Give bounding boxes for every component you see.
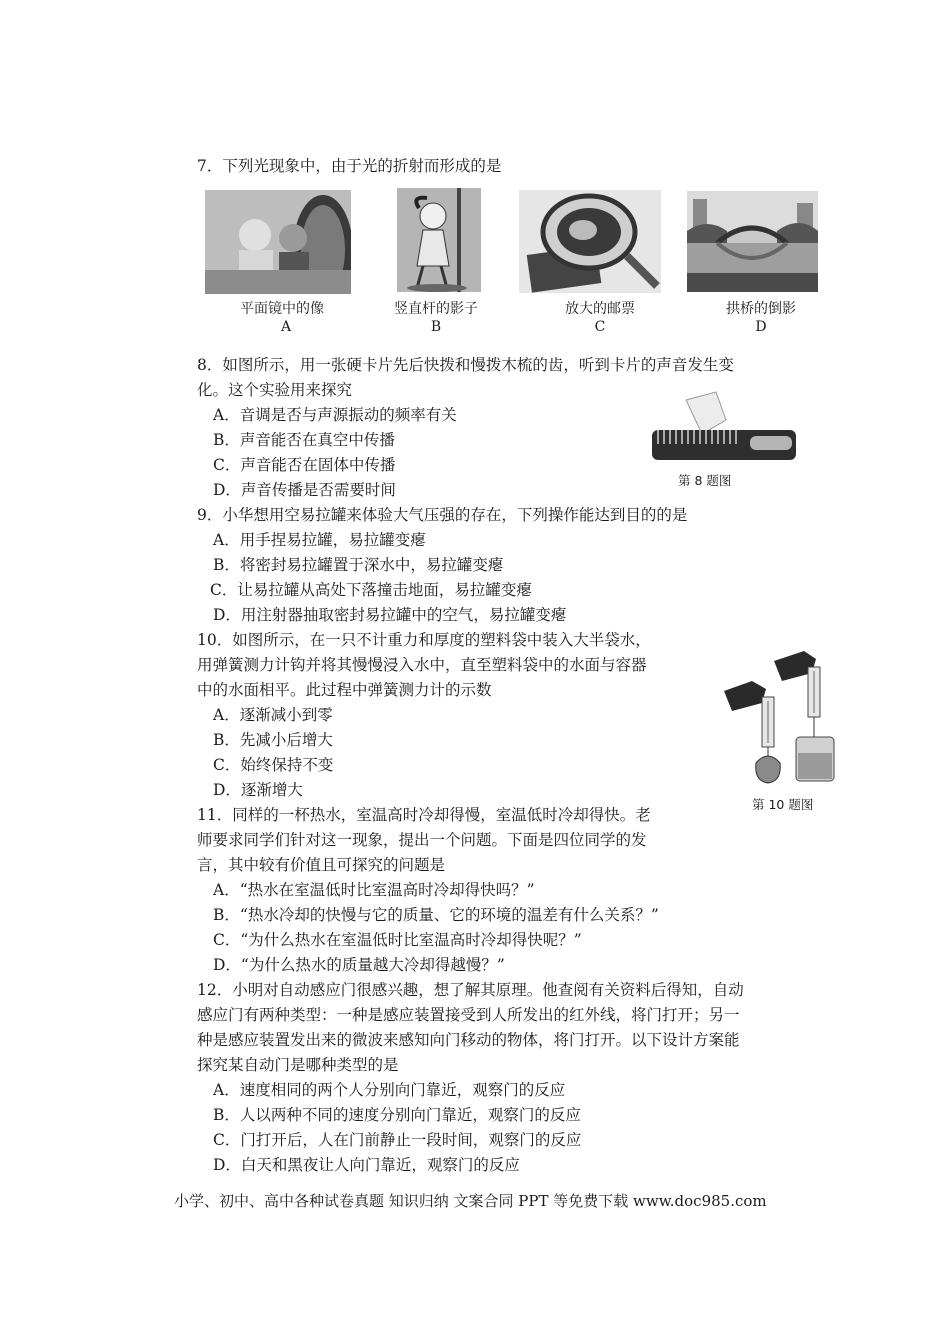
q9-stem: 9．小华想用空易拉罐来体验大气压强的存在，下列操作能达到目的的是 (197, 506, 688, 524)
q8-figure-comb (650, 390, 800, 466)
q11-stem-line3: 言，其中较有价值且可探究的问题是 (197, 856, 446, 874)
q12-option-b: B．人以两种不同的速度分别向门靠近，观察门的反应 (213, 1106, 581, 1124)
q7-image-b-shadow (397, 188, 481, 292)
q12-stem-line4: 探究某自动门是哪种类型的是 (197, 1056, 399, 1074)
q8-option-b: B．声音能否在真空中传播 (213, 431, 395, 449)
q7-caption-c: 放大的邮票 (565, 301, 635, 317)
footer-download-note: 小学、初中、高中各种试卷真题 知识归纳 文案合同 PPT 等免费下载 www.doc985.com (174, 1192, 767, 1210)
q12-stem-line1: 12．小明对自动感应门很感兴趣，想了解其原理。他查阅有关资料后得知，自动 (197, 981, 744, 999)
q12-stem-line2: 感应门有两种类型：一种是感应装置接受到人所发出的红外线，将门打开；另一 (197, 1006, 740, 1024)
q12-option-c: C．门打开后，人在门前静止一段时间，观察门的反应 (213, 1131, 582, 1149)
q10-option-c: C．始终保持不变 (213, 756, 334, 774)
q10-option-d: D．逐渐增大 (213, 781, 303, 799)
q11-option-d: D．“为什么热水的质量越大冷却得越慢？” (213, 956, 505, 974)
q9-option-b: B．将密封易拉罐置于深水中，易拉罐变瘪 (213, 556, 504, 574)
q7-caption-d: 拱桥的倒影 (726, 301, 796, 317)
q11-option-b: B．“热水冷却的快慢与它的质量、它的环境的温差有什么关系？” (213, 906, 659, 924)
q7-image-a-mirror (205, 190, 351, 294)
q10-figure-caption: 第 10 题图 (752, 797, 814, 812)
q7-caption-a: 平面镜中的像 (240, 301, 324, 317)
q10-stem-line1: 10．如图所示，在一只不计重力和厚度的塑料袋中装入大半袋水， (197, 631, 651, 649)
q12-option-a: A．速度相同的两个人分别向门靠近，观察门的反应 (213, 1081, 566, 1099)
q12-stem-line3: 种是感应装置发出来的微波来感知向门移动的物体，将门打开。以下设计方案能 (197, 1031, 740, 1049)
q10-option-a: A．逐渐减小到零 (213, 706, 333, 724)
q7-stem: 7．下列光现象中，由于光的折射而形成的是 (197, 157, 502, 175)
q11-option-a: A．“热水在室温低时比室温高时冷却得快吗？” (213, 881, 535, 899)
q7-letter-c: C (594, 319, 606, 335)
q7-image-d-bridge (687, 191, 818, 292)
q8-option-a: A．音调是否与声源振动的频率有关 (213, 406, 457, 424)
q10-option-b: B．先减小后增大 (213, 731, 333, 749)
q9-option-c: C．让易拉罐从高处下落撞击地面，易拉罐变瘪 (210, 581, 532, 599)
q11-stem-line1: 11．同样的一杯热水，室温高时冷却得慢，室温低时冷却得快。老 (197, 806, 651, 824)
q11-stem-line2: 师要求同学们针对这一现象，提出一个问题。下面是四位同学的发 (197, 831, 647, 849)
q8-stem-line2: 化。这个实验用来探究 (197, 381, 353, 399)
q8-option-d: D．声音传播是否需要时间 (213, 481, 396, 499)
q8-option-c: C．声音能否在固体中传播 (213, 456, 396, 474)
q12-option-d: D．白天和黑夜让人向门靠近，观察门的反应 (213, 1156, 520, 1174)
q7-caption-b: 竖直杆的影子 (394, 301, 478, 317)
q7-image-c-magnifier (519, 190, 661, 293)
q7-letter-d: D (755, 319, 767, 335)
q9-option-d: D．用注射器抽取密封易拉罐中的空气，易拉罐变瘪 (213, 606, 567, 624)
q10-figure-spring-scale (722, 645, 842, 790)
q7-letter-b: B (430, 319, 442, 335)
q10-stem-line2: 用弹簧测力计钩并将其慢慢浸入水中，直至塑料袋中的水面与容器 (197, 656, 647, 674)
q8-figure-caption: 第 8 题图 (678, 473, 732, 488)
q8-stem-line1: 8．如图所示，用一张硬卡片先后快拨和慢拨木梳的齿，听到卡片的声音发生变 (197, 356, 734, 374)
q7-letter-a: A (280, 319, 292, 335)
q10-stem-line3: 中的水面相平。此过程中弹簧测力计的示数 (197, 681, 492, 699)
q11-option-c: C．“为什么热水在室温低时比室温高时冷却得快呢？” (213, 931, 582, 949)
q9-option-a: A．用手捏易拉罐，易拉罐变瘪 (213, 531, 426, 549)
